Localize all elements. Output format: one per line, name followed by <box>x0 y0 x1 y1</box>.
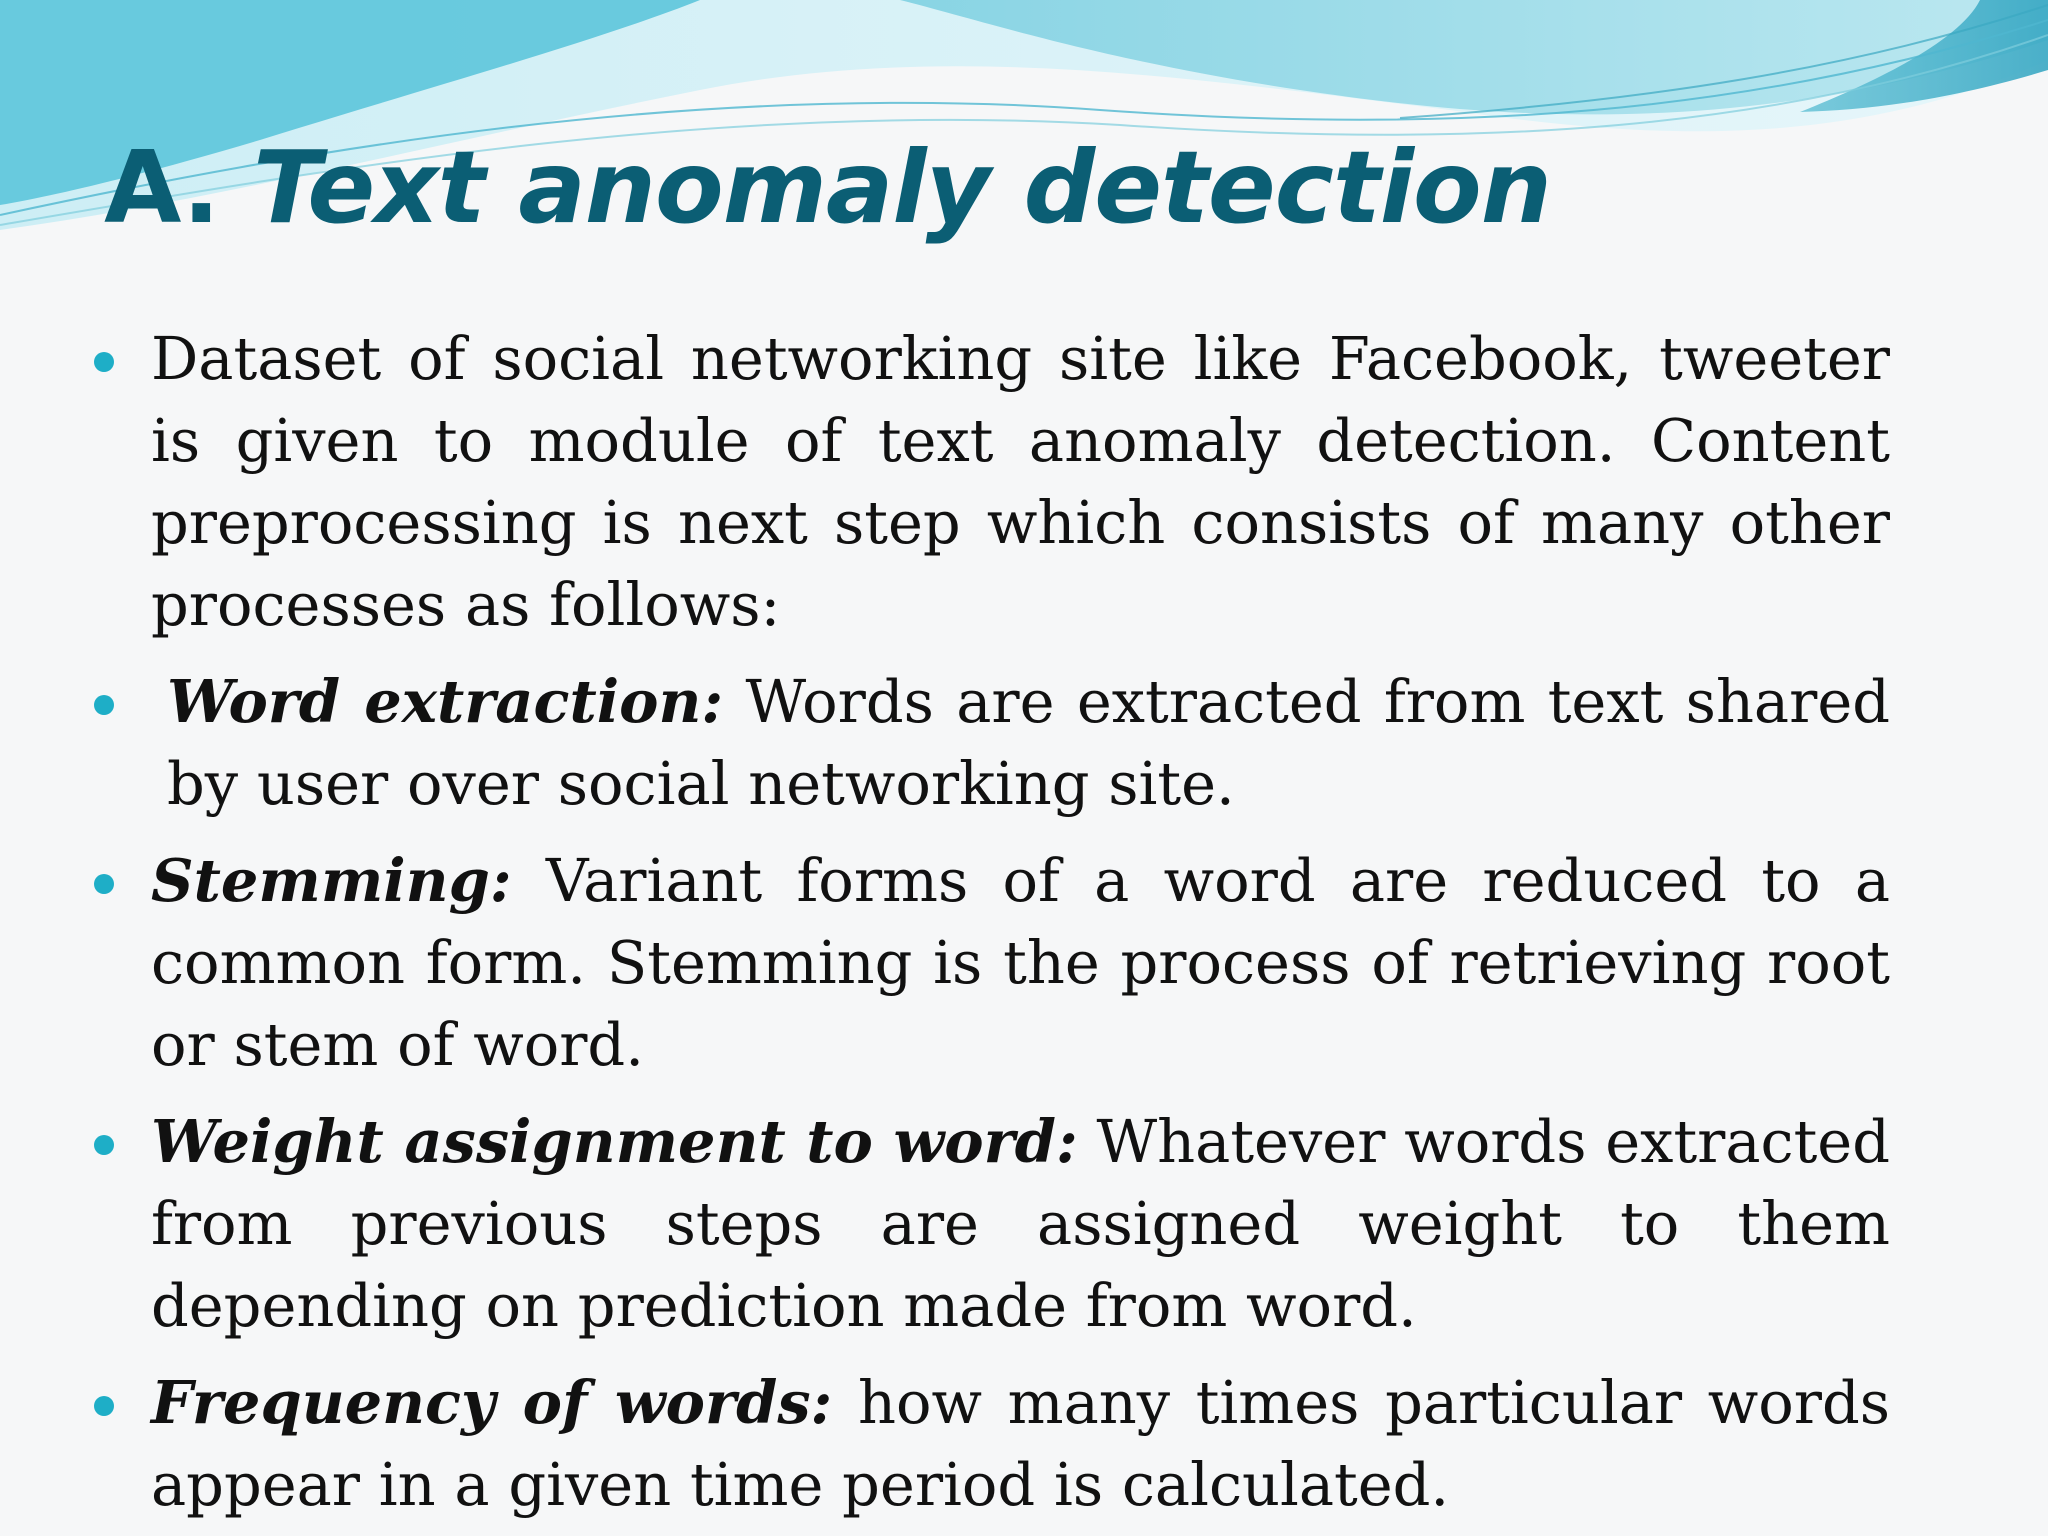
bullet-text: Words are extracted from text shared by user over social networking site. <box>167 667 1890 818</box>
bullet-text: Dataset of social networking site like Facebook, tweeter is given to module of text anomaly detection. Content preprocessing is next step which consists of many other processes as follows: <box>151 324 1890 639</box>
bullet-item-frequency <box>94 1362 1890 1526</box>
title-prefix: A. <box>104 129 254 246</box>
bullet-item-word-extraction <box>94 661 1890 825</box>
bullet-text: Whatever words extracted from previous steps are assigned weight to them depending on prediction made from word. <box>151 1107 1890 1340</box>
bullet-dot-icon <box>94 1135 114 1155</box>
bullet-term: Weight assignment to word: <box>151 1107 1078 1176</box>
bullet-text: Variant forms of a word are reduced to a common form. Stemming is the process of retrieving root or stem of word. <box>151 846 1890 1079</box>
bullet-dot-icon <box>94 695 114 715</box>
bullet-text: how many times particular words appear in a given time period is calculated. <box>151 1368 1890 1519</box>
bullet-term: Stemming: <box>151 846 512 915</box>
title-main: Text anomaly detection <box>253 129 1551 246</box>
bullet-item-intro <box>94 318 1890 646</box>
bullet-term: Frequency of words: <box>151 1368 833 1437</box>
bullet-dot-icon <box>94 874 114 894</box>
slide-title <box>104 118 1551 258</box>
bullet-item-stemming <box>94 840 1890 1086</box>
bullet-item-weight-assignment <box>94 1101 1890 1347</box>
bullet-list <box>94 318 1890 1536</box>
bullet-term: Word extraction: <box>167 667 724 736</box>
bullet-dot-icon <box>94 1396 114 1416</box>
bullet-dot-icon <box>94 352 114 372</box>
